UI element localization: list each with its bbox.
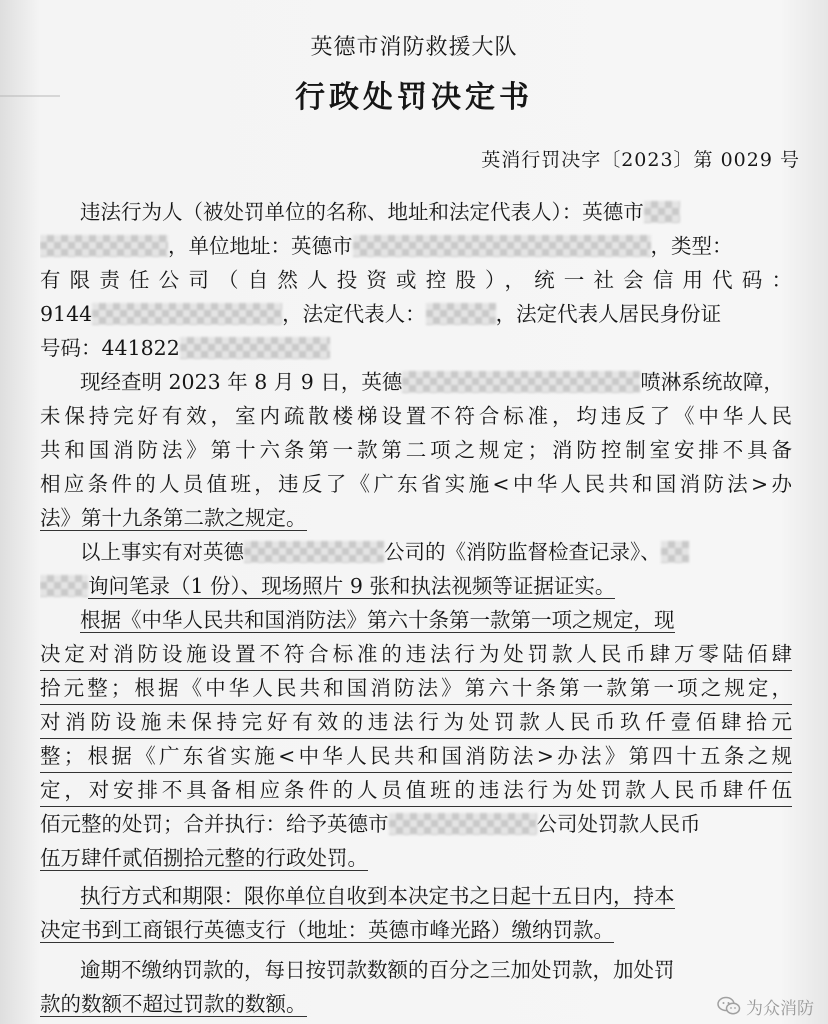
redaction-mosaic — [389, 813, 537, 835]
text-line-5: 号码：441822 — [40, 331, 792, 365]
redaction-mosaic — [353, 235, 651, 257]
text-line-21: 执行方式和期限：限你单位自收到本决定书之日起十五日内，持本 — [80, 884, 675, 908]
text-line-7: 未保持完好有效，室内疏散楼梯设置不符合标准，均违反了《中华人民 — [40, 404, 792, 428]
source-watermark — [717, 992, 814, 1020]
text-line-10: 法》第十九条第二款之规定。 — [40, 506, 307, 530]
text-line-13: 根据《中华人民共和国消防法》第六十条第一款第一项之规定，现 — [80, 608, 675, 632]
text-line-16: 对消防设施未保持完好有效的违法行为处罚款人民币玖仟壹佰肆拾元 — [40, 705, 792, 739]
text-line-20: 伍万肆仟贰佰捌拾元整的行政处罚。 — [40, 846, 368, 870]
text-line-18: 定，对安排不具备相应条件的人员值班的违法行为处罚款人民币肆仟伍 — [40, 773, 792, 807]
redaction-mosaic — [180, 337, 330, 359]
text-line-3: 有限责任公司（自然人投资或控股），统一社会信用代码： — [40, 268, 792, 292]
redaction-mosaic — [402, 371, 640, 393]
issuing-organization: 英德市消防救援大队 — [310, 35, 518, 60]
document-number: 英消行罚决字〔2023〕第 0029 号 — [481, 149, 800, 171]
wechat-icon — [717, 996, 741, 1016]
text-line-23: 逾期不缴纳罚款的，每日按罚款数额的百分之三加处罚款，加处罚 — [80, 958, 675, 982]
text-line-14: 决定对消防设施设置不符合标准的违法行为处罚款人民币肆万零陆佰肆 — [40, 637, 792, 671]
redaction-mosaic — [40, 575, 88, 597]
text-line-24: 款的数额不超过罚款的数额。 — [40, 992, 307, 1016]
text-line-8: 共和国消防法》第十六条第一款第二项之规定；消防控制室安排不具备 — [40, 438, 792, 462]
text-line-11: 以上事实有对英德 公司的《消防监督检查记录》、 — [80, 535, 792, 569]
text-line-4: 9144 ，法定代表人： ，法定代表人居民身份证 — [40, 302, 722, 326]
text-line-22: 决定书到工商银行英德支行（地址：英德市峰光路）缴纳罚款。 — [40, 918, 614, 942]
redaction-mosaic — [92, 303, 282, 325]
text-line-1: 违法行为人（被处罚单位的名称、地址和法定代表人）：英德市 — [80, 195, 792, 229]
redaction-mosaic — [644, 201, 680, 223]
text-line-9: 相应条件的人员值班，违反了《广东省实施<中华人民共和国消防法>办 — [40, 472, 792, 496]
document-title: 行政处罚决定书 — [295, 80, 533, 115]
text-line-6: 现经查明 2023 年 8 月 9 日，英德 喷淋系统故障， — [80, 370, 784, 394]
watermark-text: 为众消防 — [746, 998, 814, 1019]
redaction-mosaic — [40, 235, 168, 257]
redaction-mosaic — [426, 303, 496, 325]
redaction-mosaic — [244, 541, 384, 563]
redaction-mosaic — [661, 541, 689, 563]
text-line-12: 询问笔录（1 份）、现场照片 9 张和执法视频等证据证实。 — [40, 569, 792, 603]
text-line-19: 佰元整的处罚；合并执行：给予英德市 公司处罚款人民币 — [40, 812, 701, 836]
text-line-17: 整；根据《广东省实施<中华人民共和国消防法>办法》第四十五条之规 — [40, 739, 792, 773]
text-line-15: 拾元整；根据《中华人民共和国消防法》第六十条第一款第一项之规定， — [40, 671, 792, 705]
text-line-2: ，单位地址：英德市 ，类型： — [40, 229, 792, 263]
